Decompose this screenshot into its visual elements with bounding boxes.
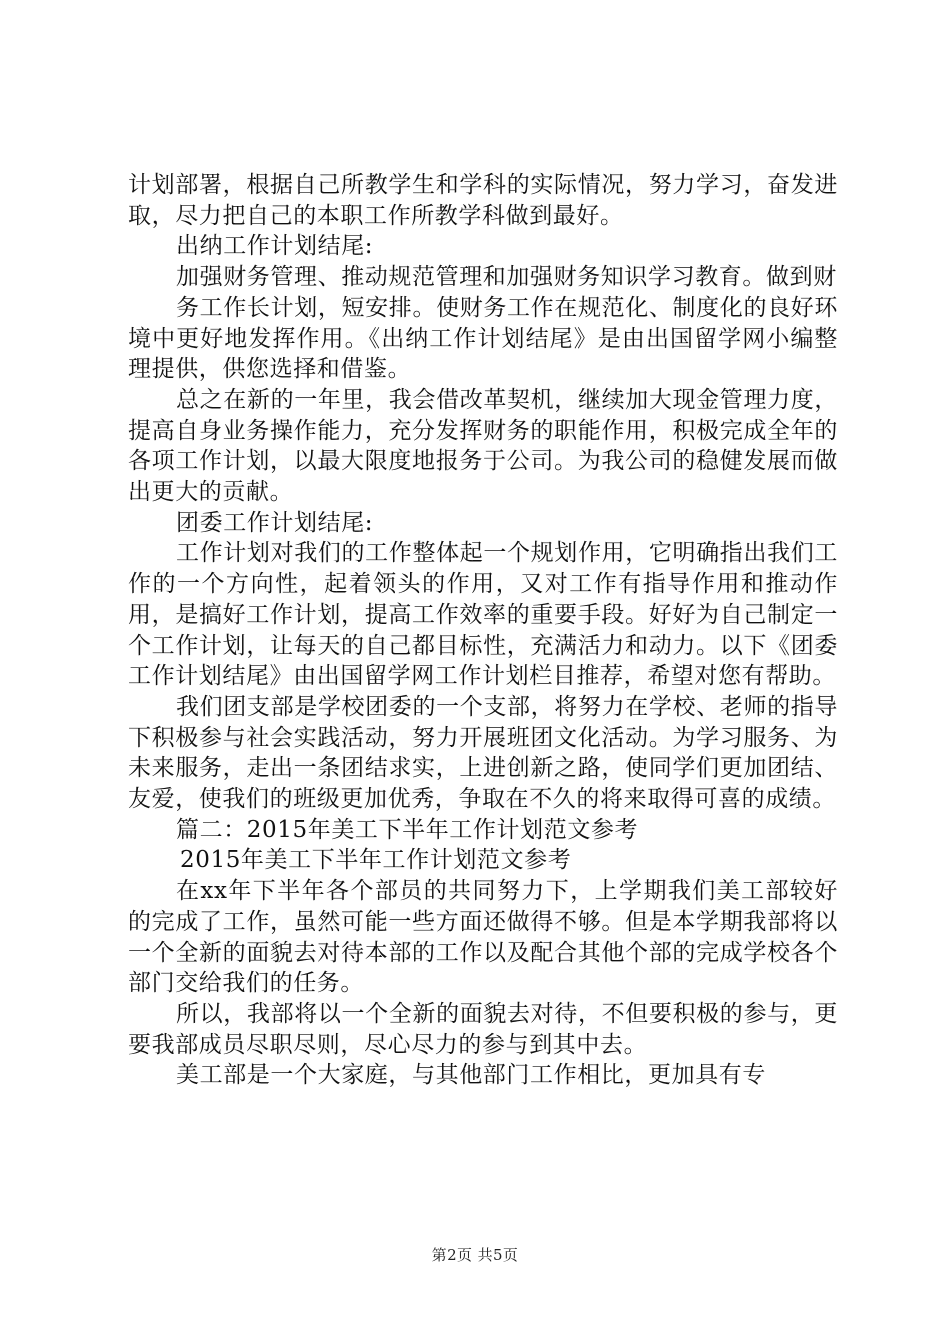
paragraph-continuation: 计划部署，根据自己所教学生和学科的实际情况，努力学习，奋发进取，尽力把自己的本职工作所教学科做到最好。	[128, 172, 838, 229]
paragraph-new-look: 所以，我部将以一个全新的面貌去对待，不但要积极的参与，更要我部成员尽职尽则，尽心尽力的参与到其中去。	[128, 1000, 838, 1058]
heading-part-two: 篇二：2015年美工下半年工作计划范文参考	[176, 816, 639, 843]
paragraph-finance-management: 加强财务管理、推动规范管理和加强财务知识学习教育。做到财	[176, 264, 837, 291]
heading-league-plan-ending: 团委工作计划结尾:	[176, 509, 374, 536]
paragraph-new-year: 总之在新的一年里，我会借改革契机，继续加大现金管理力度，提高自身业务操作能力，充分发挥财务的职能作用，积极完成全年的各项工作计划，以最大限度地报务于公司。为我公司的稳健发展而做出更大的贡献。	[128, 386, 838, 506]
paragraph-work-plan-role: 工作计划对我们的工作整体起一个规划作用，它明确指出我们工作的一个方向性，起着领头的作用，又对工作有指导作用和推动作用，是搞好工作计划，提高工作效率的重要手段。好好为自己制定一个工作计划，让每天的自己都目标性，充满活力和动力。以下《团委工作计划结尾》由出国留学网工作计划栏目推荐，希望对您有帮助。	[128, 540, 838, 690]
paragraph-art-department: 美工部是一个大家庭，与其他部门工作相比，更加具有专	[176, 1062, 766, 1089]
page-number-footer: 第2页 共5页	[431, 1246, 519, 1264]
paragraph-league-branch: 我们团支部是学校团委的一个支部，将努力在学校、老师的指导下积极参与社会实践活动，努力开展班团文化活动。为学习服务、为未来服务，走出一条团结求实，上进创新之路，使同学们更加团结、友爱，使我们的班级更加优秀，争取在不久的将来取得可喜的成绩。	[128, 693, 838, 813]
document-body	[128, 170, 838, 1091]
paragraph-last-semester: 在xx年下半年各个部员的共同努力下，上学期我们美工部较好的完成了工作，虽然可能一些方面还做得不够。但是本学期我部将以一个全新的面貌去对待本部的工作以及配合其他个部的完成学校各个部门交给我们的任务。	[128, 878, 838, 997]
paragraph-finance-work: 务工作长计划，短安排。使财务工作在规范化、制度化的良好环境中更好地发挥作用。《出纳工作计划结尾》是由出国留学网小编整理提供，供您选择和借鉴。	[128, 294, 838, 383]
heading-art-plan-title: 2015年美工下半年工作计划范文参考	[180, 847, 572, 874]
heading-cashier-plan-ending: 出纳工作计划结尾:	[176, 233, 374, 260]
